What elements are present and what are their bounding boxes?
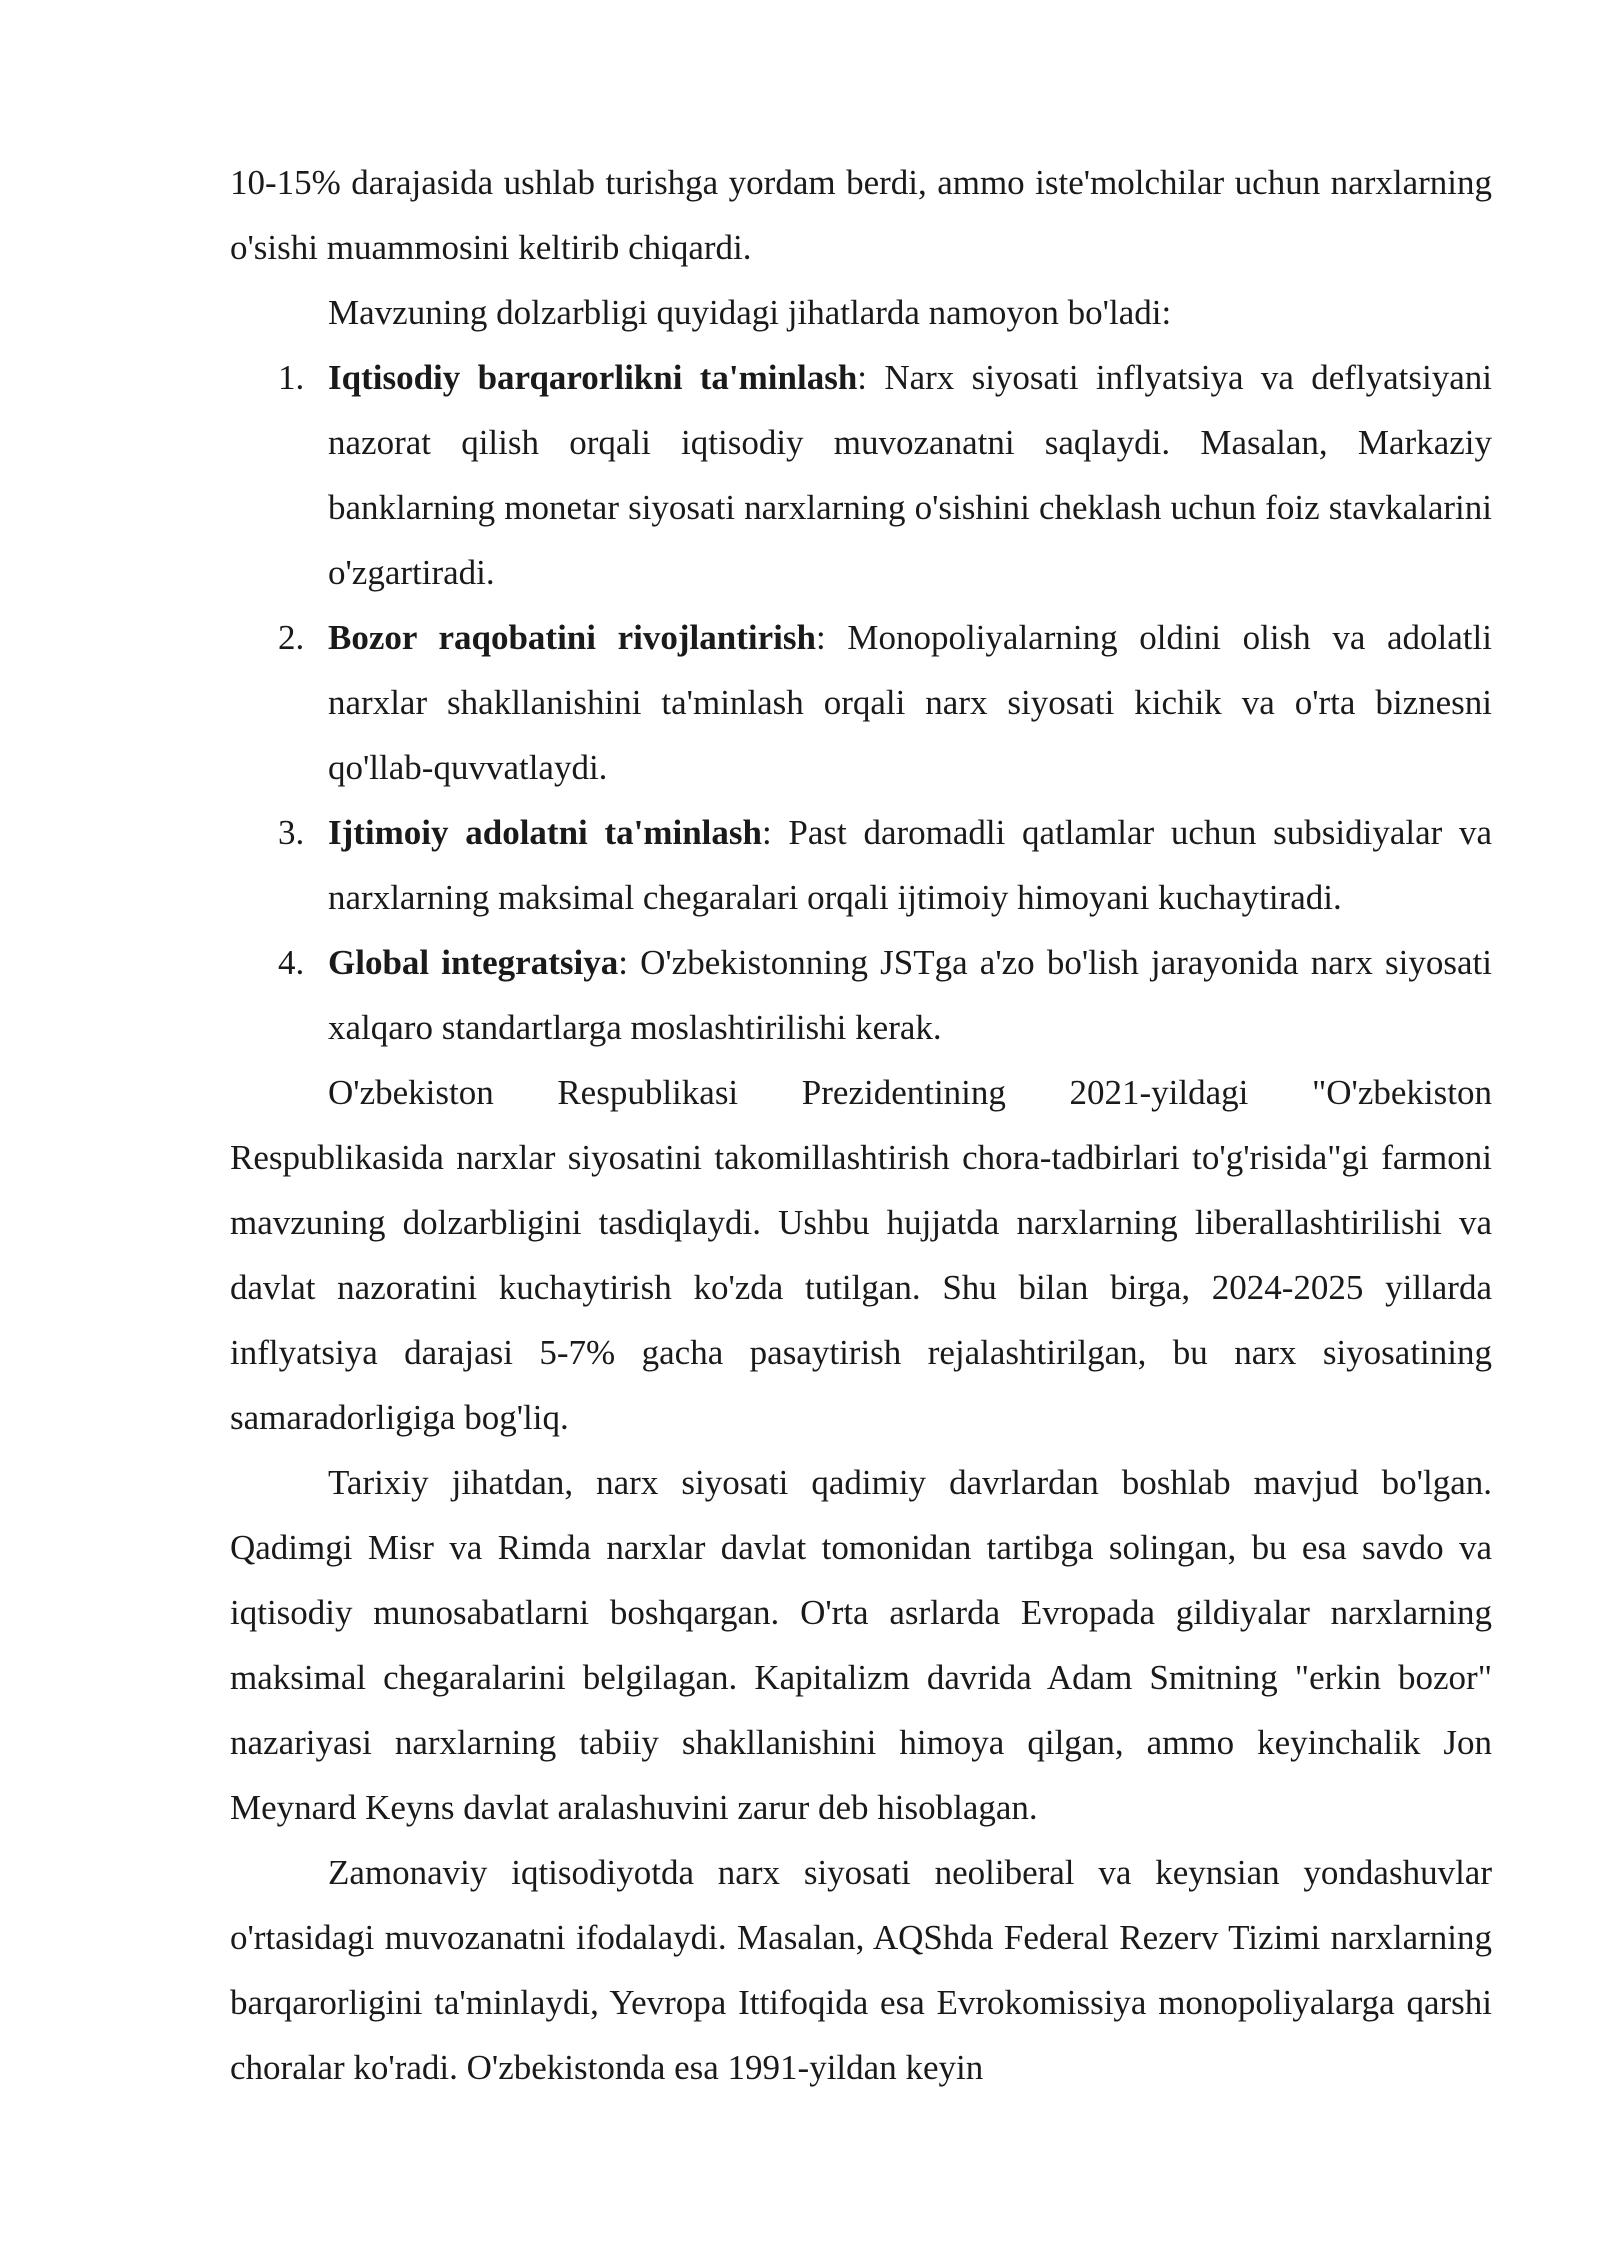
- list-item: [230, 930, 1492, 1060]
- list-item-text: : O'zbekistonning JSTga a'zo bo'lish jarayonida narx siyosati xalqaro standartlarga moslashtirilishi kerak.: [328, 943, 1492, 1047]
- list-item-text: : Past daromadli qatlamlar uchun subsidiyalar va narxlarning maksimal chegaralari orqali ijtimoiy himoyani kuchaytiradi.: [328, 813, 1492, 917]
- list-item-title: Ijtimoiy adolatni ta'minlash: [328, 813, 762, 852]
- list-item-number: 1.: [278, 358, 305, 397]
- list-item-title: Global integratsiya: [328, 943, 619, 982]
- list-item-title: Iqtisodiy barqarorlikni ta'minlash: [328, 358, 858, 397]
- list-item: [230, 800, 1492, 930]
- modern-paragraph: Zamonaviy iqtisodiyotda narx siyosati neoliberal va keynsian yondashuvlar o'rtasidagi muvozanatni ifodalaydi. Masalan, AQShda Federal Rezerv Tizimi narxlarning barqarorligini ta'minlaydi, Yevropa Ittifoqida esa Evrokomissiya monopoliyalarga qarshi choralar ko'radi. O'zbekistonda esa 1991-yildan keyin: [230, 1853, 1492, 2087]
- list-item: [230, 345, 1492, 605]
- relevance-intro: Mavzuning dolzarbligi quyidagi jihatlarda namoyon bo'ladi:: [328, 293, 1172, 332]
- list-item-number: 4.: [278, 943, 305, 982]
- list-item-text: : Monopoliyalarning oldini olish va adolatli narxlar shakllanishini ta'minlash orqali narx siyosati kichik va o'rta biznesni qo'llab-quvvatlaydi.: [328, 618, 1492, 787]
- list-item-number: 2.: [278, 618, 305, 657]
- relevance-list: [230, 345, 1492, 1060]
- decree-paragraph: O'zbekiston Respublikasi Prezidentining 2021-yildagi "O'zbekiston Respublikasida narxlar siyosatini takomillashtirish chora-tadbirlari to'g'risida"gi farmoni mavzuning dolzarbligini tasdiqlaydi. Ushbu hujjatda narxlarning liberallashtirilishi va davlat nazoratini kuchaytirish ko'zda tutilgan. Shu bilan birga, 2024-2025 yillarda inflyatsiya darajasi 5-7% gacha pasaytirish rejalashtirilgan, bu narx siyosatining samaradorligiga bog'liq.: [230, 1073, 1492, 1437]
- list-item-title: Bozor raqobatini rivojlantirish: [328, 618, 816, 657]
- list-item-text: : Narx siyosati inflyatsiya va deflyatsiyani nazorat qilish orqali iqtisodiy muvozanatni saqlaydi. Masalan, Markaziy banklarning monetar siyosati narxlarning o'sishini cheklash uchun foiz stavkalarini o'zgartiradi.: [328, 358, 1492, 592]
- list-item-number: 3.: [278, 813, 305, 852]
- history-paragraph: Tarixiy jihatdan, narx siyosati qadimiy davrlardan boshlab mavjud bo'lgan. Qadimgi Misr va Rimda narxlar davlat tomonidan tartibga solingan, bu esa savdo va iqtisodiy munosabatlarni boshqargan. O'rta asrlarda Evropada gildiyalar narxlarning maksimal chegaralarini belgilagan. Kapitalizm davrida Adam Smitning "erkin bozor" nazariyasi narxlarning tabiiy shakllanishini himoya qilgan, ammo keyinchalik Jon Meynard Keyns davlat aralashuvini zarur deb hisoblagan.: [230, 1463, 1492, 1827]
- intro-paragraph: 10-15% darajasida ushlab turishga yordam berdi, ammo iste'molchilar uchun narxlarning o'sishi muammosini keltirib chiqardi.: [230, 163, 1492, 267]
- body-text: [230, 150, 1492, 2100]
- list-item: [230, 605, 1492, 800]
